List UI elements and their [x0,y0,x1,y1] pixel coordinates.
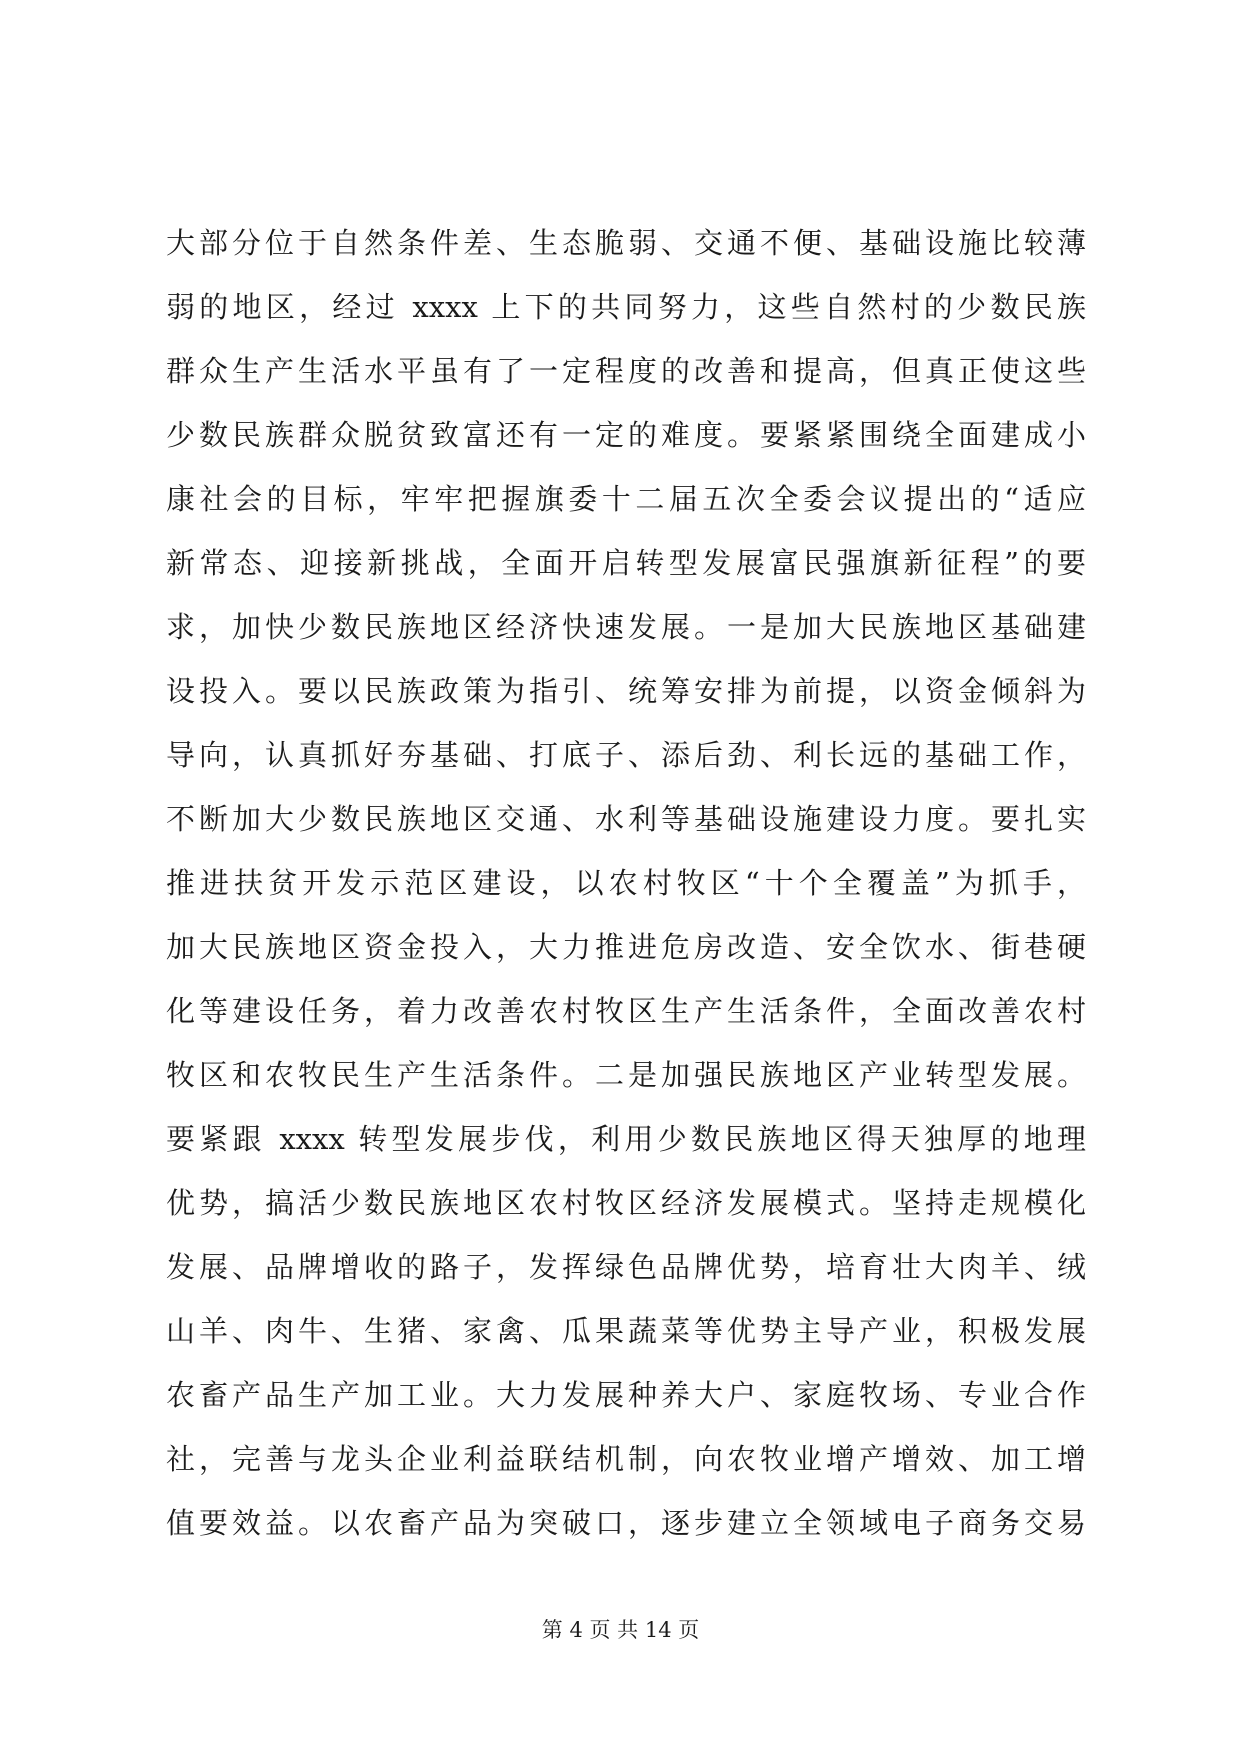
text-line: 农畜产品生产加工业。大力发展种养大户、家庭牧场、专业合作 [166,1378,1086,1412]
body-text [166,228,1086,1572]
text-line: 弱的地区，经过 xxxx 上下的共同努力，这些自然村的少数民族 [166,290,1086,324]
text-line: 设投入。要以民族政策为指引、统筹安排为前提，以资金倾斜为 [166,674,1086,708]
text-line: 群众生产生活水平虽有了一定程度的改善和提高，但真正使这些 [166,354,1086,388]
text-line: 要紧跟 xxxx 转型发展步伐，利用少数民族地区得天独厚的地理 [166,1122,1086,1156]
text-line: 导向，认真抓好夯基础、打底子、添后劲、利长远的基础工作， [166,738,1086,772]
text-line: 优势，搞活少数民族地区农村牧区经济发展模式。坚持走规模化 [166,1186,1086,1220]
page-footer: 第 4 页 共 14 页 [541,1618,700,1642]
text-line: 求，加快少数民族地区经济快速发展。一是加大民族地区基础建 [166,610,1086,644]
text-line: 社，完善与龙头企业利益联结机制，向农牧业增产增效、加工增 [166,1442,1086,1476]
text-line: 值要效益。以农畜产品为突破口，逐步建立全领域电子商务交易 [166,1506,1086,1540]
text-line: 康社会的目标，牢牢把握旗委十二届五次全委会议提出的“适应 [166,482,1086,516]
text-line: 不断加大少数民族地区交通、水利等基础设施建设力度。要扎实 [166,802,1086,836]
text-line: 山羊、肉牛、生猪、家禽、瓜果蔬菜等优势主导产业，积极发展 [166,1314,1086,1348]
text-line: 少数民族群众脱贫致富还有一定的难度。要紧紧围绕全面建成小 [166,418,1086,452]
text-line: 发展、品牌增收的路子，发挥绿色品牌优势，培育壮大肉羊、绒 [166,1250,1086,1284]
text-line: 大部分位于自然条件差、生态脆弱、交通不便、基础设施比较薄 [166,226,1086,260]
text-line: 推进扶贫开发示范区建设，以农村牧区“十个全覆盖”为抓手， [166,866,1086,900]
text-line: 加大民族地区资金投入，大力推进危房改造、安全饮水、街巷硬 [166,930,1086,964]
text-line: 新常态、迎接新挑战，全面开启转型发展富民强旗新征程”的要 [166,546,1086,580]
text-line: 化等建设任务，着力改善农村牧区生产生活条件，全面改善农村 [166,994,1086,1028]
text-line: 牧区和农牧民生产生活条件。二是加强民族地区产业转型发展。 [166,1058,1086,1092]
